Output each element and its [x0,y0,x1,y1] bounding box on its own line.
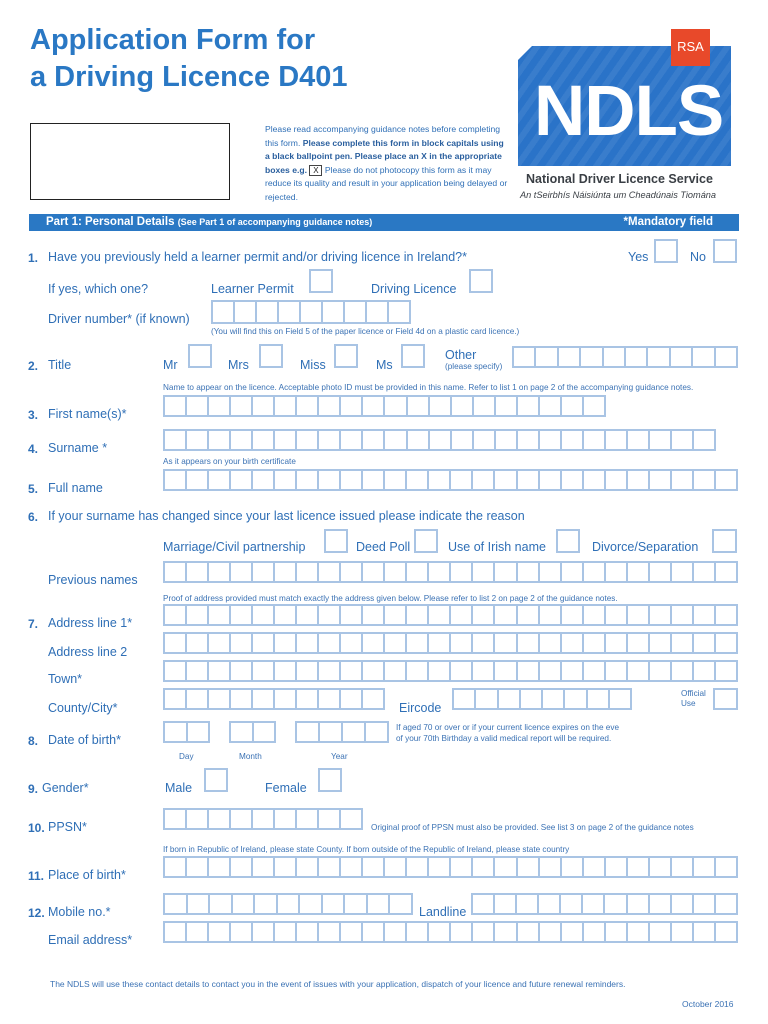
eircode-input[interactable] [452,688,632,710]
title-line-1: Application Form for [30,24,316,56]
email-label: Email address* [48,933,133,947]
q6-label: If your surname has changed since your last licence issued please indicate the reason [48,509,525,523]
q12-number: 12. [28,906,45,920]
title-other-label: Other [445,348,477,362]
address-proof-note: Proof of address provided must match exactly the address given below. Please refer to list 2 on page 2 of the guidance notes. [163,594,618,603]
landline-input[interactable] [471,893,738,915]
part1-title: Part 1: Personal Details [46,216,175,228]
gender-male-label: Male [165,781,193,795]
q11-number: 11. [28,869,45,883]
previous-names-label: Previous names [48,573,138,587]
q5-label: Full name [48,481,103,495]
driver-number-note: (You will find this on Field 5 of the paper licence or Field 4d on a plastic card licence.) [211,327,520,336]
q4-number: 4. [28,442,39,456]
dob-note-1: If aged 70 or over or if your current licence expires on the eve [396,723,620,732]
title-miss-checkbox[interactable] [334,344,358,368]
contact-footer-note: The NDLS will use these contact details to contact you in the event of issues with your application, dispatch of your licence and future renewal reminders. [50,979,626,989]
q1-no-checkbox[interactable] [713,239,737,263]
reason-irish-name-label: Use of Irish name [448,540,546,554]
q2-number: 2. [28,359,39,373]
gender-female-checkbox[interactable] [318,768,342,792]
reason-irish-name-checkbox[interactable] [556,529,580,553]
q6-number: 6. [28,510,39,524]
landline-label: Landline [419,905,467,919]
gender-female-label: Female [265,781,307,795]
q1-no-label: No [690,250,706,264]
title-line-2: a Driving Licence D401 [30,61,348,93]
q1-number: 1. [28,251,39,265]
q7-number: 7. [28,617,39,631]
title-mrs-label: Mrs [228,358,249,372]
official-use-box [713,688,738,710]
eircode-label: Eircode [399,701,442,715]
q3-label: First name(s)* [48,407,127,421]
part1-subtitle: (See Part 1 of accompanying guidance notes) [177,217,373,227]
q1-label: Have you previously held a learner permit and/or driving licence in Ireland?* [48,250,467,264]
dob-day-input[interactable] [163,721,210,743]
address-line-1-input[interactable] [163,604,738,626]
dob-year-label: Year [331,752,348,761]
address-line-2-label: Address line 2 [48,645,128,659]
driver-number-label: Driver number* (if known) [48,312,190,326]
official-use-label-2: Use [681,699,696,708]
example-x-box: X [309,165,322,176]
title-note: Name to appear on the licence. Acceptable photo ID must be provided in this name. Refer to list 1 on page 2 of the accompanying guidance notes. [163,383,694,392]
reason-deed-poll-checkbox[interactable] [414,529,438,553]
mobile-input[interactable] [163,893,413,915]
dob-month-input[interactable] [229,721,276,743]
surname-note: As it appears on your birth certificate [163,457,296,466]
q3-number: 3. [28,408,39,422]
reason-marriage-label: Marriage/Civil partnership [163,540,306,554]
form-date: October 2016 [682,999,734,1009]
q8-number: 8. [28,734,39,748]
driving-licence-label: Driving Licence [371,282,457,296]
place-of-birth-note: If born in Republic of Ireland, please state County. If born outside of the Republic of Ireland, please state country [163,845,570,854]
title-other-note: (please specify) [445,362,503,371]
learner-permit-checkbox[interactable] [309,269,333,293]
ppsn-input[interactable] [163,808,363,830]
address-line-2-input[interactable] [163,632,738,654]
address-line-1-label: Address line 1* [48,616,133,630]
part1-header [29,214,739,231]
title-other-input[interactable] [512,346,738,368]
dob-day-label: Day [179,752,194,761]
rsa-logo: RSA [671,29,710,66]
q1-yes-checkbox[interactable] [654,239,678,263]
town-input[interactable] [163,660,738,682]
reason-marriage-checkbox[interactable] [324,529,348,553]
ppsn-note: Original proof of PPSN must also be provided. See list 3 on page 2 of the guidance notes [371,823,694,832]
photo-box [30,123,230,200]
q4-label: Surname * [48,441,108,455]
q2-label: Title [48,358,72,372]
title-ms-label: Ms [376,358,393,372]
q1-yes-label: Yes [628,250,649,264]
place-of-birth-input[interactable] [163,856,738,878]
title-mrs-checkbox[interactable] [259,344,283,368]
previous-names-input[interactable] [163,561,738,583]
title-ms-checkbox[interactable] [401,344,425,368]
reason-divorce-label: Divorce/Separation [592,540,699,554]
surname-input[interactable] [163,429,716,451]
title-mr-label: Mr [163,358,178,372]
q5-number: 5. [28,482,39,496]
county-label: County/City* [48,701,118,715]
learner-permit-label: Learner Permit [211,282,294,296]
reason-divorce-checkbox[interactable] [712,529,737,553]
gender-male-checkbox[interactable] [204,768,228,792]
reason-deed-poll-label: Deed Poll [356,540,411,554]
dob-note-2: of your 70th Birthday a valid medical report will be required. [396,734,612,743]
county-input[interactable] [163,688,385,710]
place-of-birth-label: Place of birth* [48,868,126,882]
gender-label: Gender* [42,781,89,795]
town-label: Town* [48,672,83,686]
form-title [30,22,348,96]
driver-number-input[interactable] [211,300,411,324]
ndls-irish-name: An tSeirbhís Náisiúnta um Cheadúnais Tiomána [520,190,717,200]
ndls-name: National Driver Licence Service [526,172,713,186]
title-mr-checkbox[interactable] [188,344,212,368]
email-input[interactable] [163,921,738,943]
dob-year-input[interactable] [295,721,389,743]
full-name-input[interactable] [163,469,738,491]
q1-which-label: If yes, which one? [48,282,149,296]
q9-number: 9. [28,782,39,796]
ndls-logo-text: NDLS [534,72,724,151]
dob-label: Date of birth* [48,733,121,747]
guidance-text: Please read accompanying guidance notes before completing this form. Please complete this form in block capitals using a black ballpoint pen. Please place an X in the appropriate boxes e.g. X Please do not photocopy this form as it may reduce its quality and result in your application being delayed or rejected. [265,124,508,202]
title-miss-label: Miss [300,358,326,372]
mandatory-note: *Mandatory field [623,216,713,228]
ppsn-label: PPSN* [48,820,87,834]
q10-number: 10. [28,821,45,835]
driving-licence-checkbox[interactable] [469,269,493,293]
dob-month-label: Month [239,752,262,761]
official-use-label-1: Official [681,689,706,698]
logo-corner [518,46,532,60]
mobile-label: Mobile no.* [48,905,111,919]
first-name-input[interactable] [163,395,606,417]
